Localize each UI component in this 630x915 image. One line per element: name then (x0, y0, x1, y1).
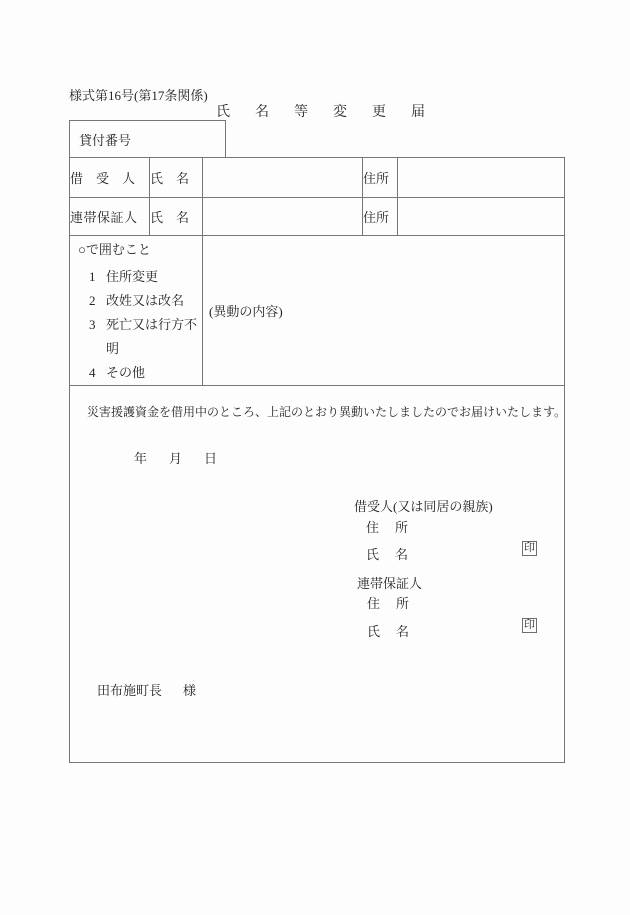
option-number: 3 (89, 317, 96, 332)
declaration-row (70, 386, 565, 763)
option-number: 4 (89, 365, 96, 380)
declaration-statement: 災害援護資金を借用中のところ、上記のとおり異動いたしましたのでお届けいたします。 (87, 405, 567, 419)
borrower-role-label: 借受人 (70, 158, 150, 198)
date-line (134, 448, 217, 467)
change-type-row (70, 236, 565, 386)
option-label: 住所変更 (106, 269, 159, 284)
borrower-seal-mark: 印 (524, 542, 535, 554)
recipient-name: 田布施町長 (97, 683, 163, 698)
guarantor-address-label: 住所 (363, 198, 398, 236)
guarantor-seal-mark: 印 (524, 619, 535, 631)
option-label: 改姓又は改名 (106, 293, 185, 308)
change-detail-label: (異動の内容) (209, 304, 283, 319)
document-title: 氏名等変更届 (216, 105, 450, 120)
loan-number-box (69, 120, 226, 158)
day-label: 日 (204, 451, 218, 466)
option-label: その他 (106, 365, 146, 380)
guarantor-name-label: 氏名 (150, 198, 203, 236)
borrower-address-field (398, 158, 565, 198)
borrower-row (70, 158, 565, 198)
circle-option-other (70, 361, 202, 385)
guarantor-signature-name-label: 氏名 (367, 624, 426, 639)
recipient-honorific: 様 (183, 683, 197, 698)
main-form-table (69, 157, 565, 763)
borrower-name-field (203, 158, 363, 198)
option-number: 1 (89, 269, 96, 284)
guarantor-role-label: 連帯保証人 (70, 198, 150, 236)
circle-option-address-change (70, 265, 202, 289)
guarantor-address-field (398, 198, 565, 236)
change-detail-cell (203, 236, 565, 386)
guarantor-row (70, 198, 565, 236)
loan-number-label: 貸付番号 (79, 132, 132, 148)
form-number: 様式第16号(第17条関係) (69, 88, 208, 103)
month-label: 月 (169, 451, 183, 466)
circle-instruction: ○で囲むこと (78, 242, 151, 257)
year-label: 年 (134, 451, 148, 466)
option-number: 2 (89, 293, 96, 308)
guarantor-name-field (203, 198, 363, 236)
borrower-name-label: 氏名 (150, 158, 203, 198)
circle-option-list (70, 265, 202, 385)
borrower-signature-address-label: 住所 (366, 520, 425, 535)
borrower-signature-heading: 借受人(又は同居の親族) (354, 499, 493, 514)
guarantor-signature-heading: 連帯保証人 (357, 576, 423, 591)
circle-option-name-change (70, 289, 202, 313)
declaration-cell (70, 386, 565, 763)
borrower-signature-name-label: 氏名 (366, 547, 425, 562)
guarantor-signature-address-label: 住所 (367, 596, 426, 611)
circle-option-death-missing (70, 313, 202, 361)
borrower-address-label: 住所 (363, 158, 398, 198)
circle-options-cell (70, 236, 203, 386)
recipient-line (97, 680, 196, 699)
option-label: 死亡又は行方不明 (106, 317, 198, 356)
